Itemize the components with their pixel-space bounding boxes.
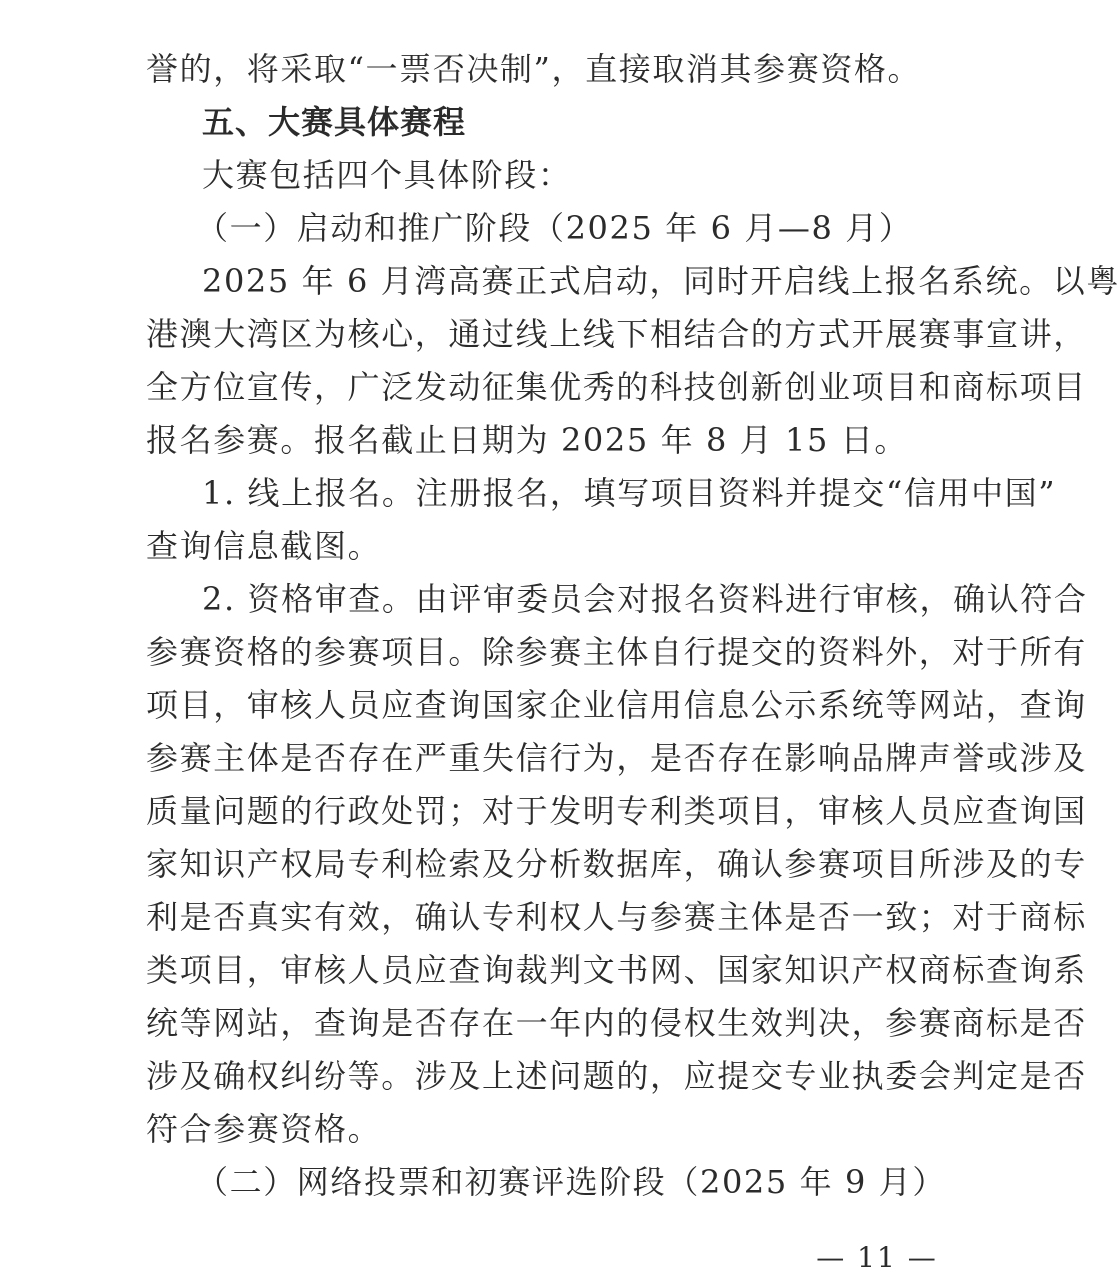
subsection-heading: （二）网络投票和初赛评选阶段（2025 年 9 月） xyxy=(196,1163,946,1201)
text-line: 家知识产权局专利检索及分析数据库，确认参赛项目所涉及的专 xyxy=(146,845,1087,883)
text-line: 全方位宣传，广泛发动征集优秀的科技创新创业项目和商标项目 xyxy=(146,368,1087,406)
text-line: 涉及确权纠纷等。涉及上述问题的，应提交专业执委会判定是否 xyxy=(146,1057,1087,1095)
text-line: 利是否真实有效，确认专利权人与参赛主体是否一致；对于商标 xyxy=(146,898,1087,936)
text-line: 统等网站，查询是否存在一年内的侵权生效判决，参赛商标是否 xyxy=(146,1004,1087,1042)
text-line: 港澳大湾区为核心，通过线上线下相结合的方式开展赛事宣讲， xyxy=(146,315,1087,353)
text-line: 参赛主体是否存在严重失信行为，是否存在影响品牌声誉或涉及 xyxy=(146,739,1087,777)
text-line: 报名参赛。报名截止日期为 2025 年 8 月 15 日。 xyxy=(146,421,908,459)
section-heading: 五、大赛具体赛程 xyxy=(202,103,467,141)
text-line: 1. 线上报名。注册报名，填写项目资料并提交“信用中国” xyxy=(202,474,1057,512)
text-line: 2. 资格审查。由评审委员会对报名资料进行审核，确认符合 xyxy=(202,580,1088,618)
text-line: 大赛包括四个具体阶段： xyxy=(202,156,572,194)
text-line: 项目，审核人员应查询国家企业信用信息公示系统等网站，查询 xyxy=(146,686,1087,724)
text-line: 誉的，将采取“一票否决制”，直接取消其参赛资格。 xyxy=(146,50,922,88)
text-line: 2025 年 6 月湾高赛正式启动，同时开启线上报名系统。以粤 xyxy=(202,262,1120,300)
text-line: 查询信息截图。 xyxy=(146,527,382,565)
text-line: 参赛资格的参赛项目。除参赛主体自行提交的资料外，对于所有 xyxy=(146,633,1087,671)
subsection-heading: （一）启动和推广阶段（2025 年 6 月—8 月） xyxy=(196,209,913,247)
text-line: 质量问题的行政处罚；对于发明专利类项目，审核人员应查询国 xyxy=(146,792,1087,830)
text-line: 符合参赛资格。 xyxy=(146,1110,382,1148)
page-number: — 11 — xyxy=(816,1241,938,1274)
text-line: 类项目，审核人员应查询裁判文书网、国家知识产权商标查询系 xyxy=(146,951,1087,989)
